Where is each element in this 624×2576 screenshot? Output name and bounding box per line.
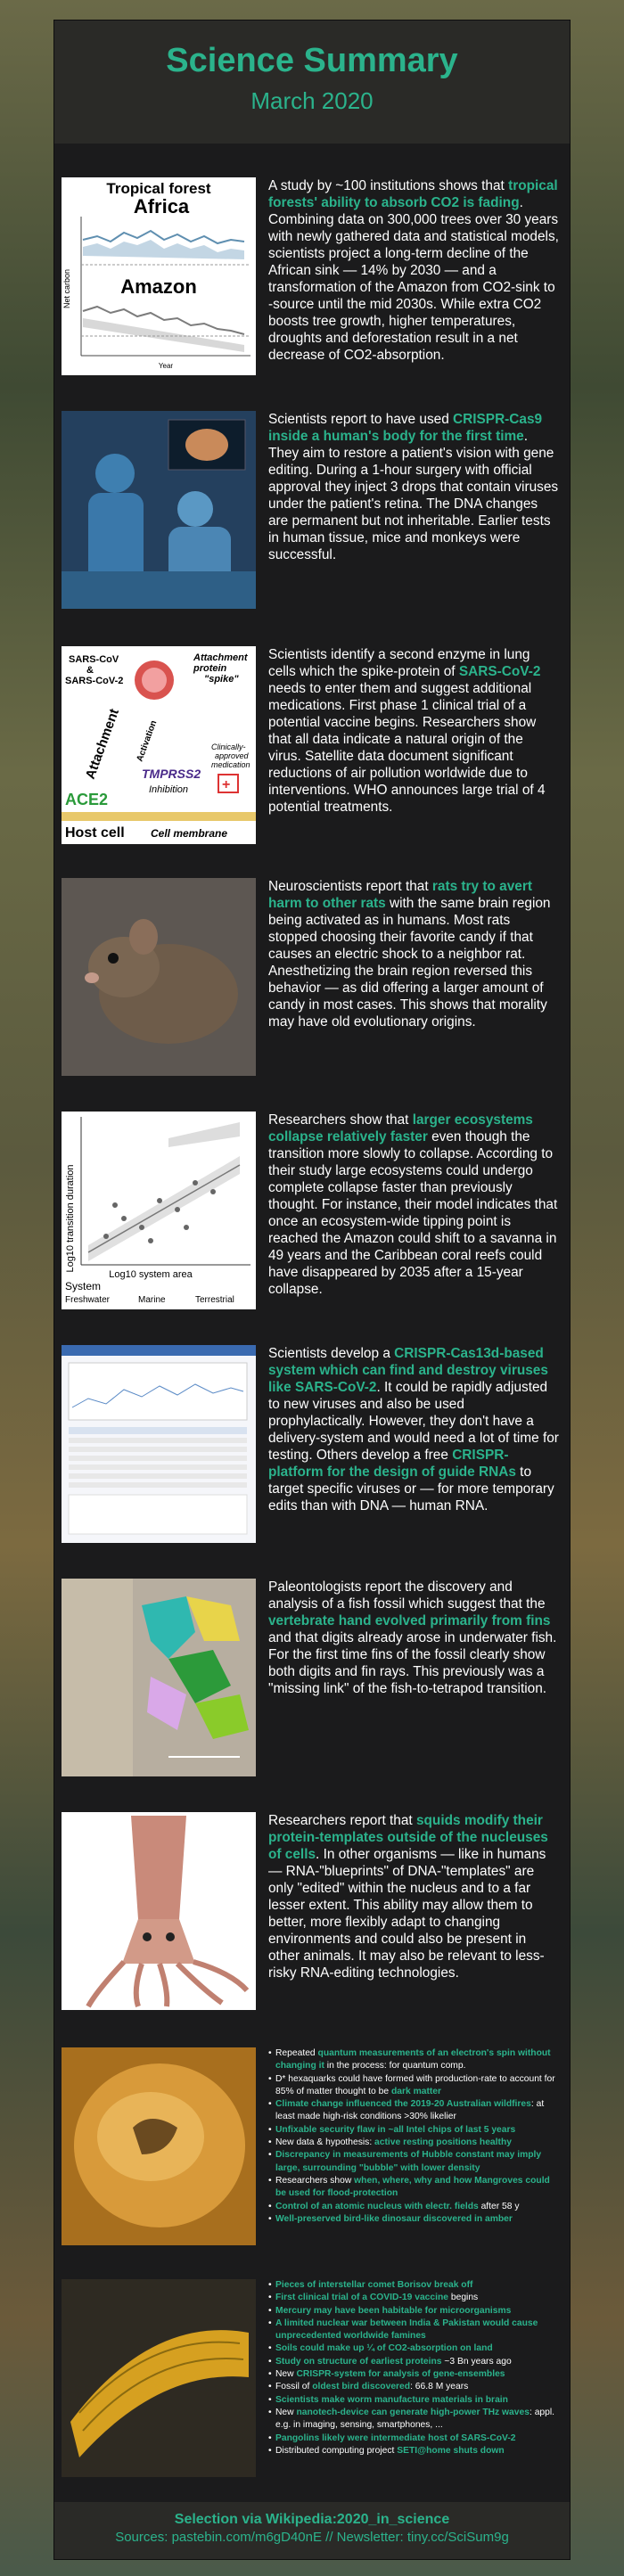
highlight: CRISPR-platform for the design of guide RNAs [268, 1448, 516, 1480]
plot-xlabel: Log10 system area [109, 1269, 193, 1280]
highlight: larger ecosystems collapse relatively faster [268, 1112, 533, 1144]
chart-ylabel: Net carbon [62, 268, 71, 309]
footer-sources: Sources: pastebin.com/m6gD40nE // Newsletter: tiny.cc/SciSum9g [115, 2530, 509, 2545]
bullet-item: • Study on structure of earliest proteins ~3 Bn years ago [268, 2356, 562, 2368]
news-bullets-2 [268, 2279, 562, 2457]
bullet-item: • New nanotech-device can generate high-power THz waves: appl. e.g. in imaging, sensing, smartphones, ... [268, 2407, 562, 2432]
header [54, 21, 570, 144]
bullet-item: • Pieces of interstellar comet Borisov break off [268, 2279, 562, 2292]
highlight: tropical forests' ability to absorb CO2 is fading [268, 178, 558, 210]
bullet-item: • D* hexaquarks could have formed with production-rate to account for 85% of matter thought to be dark matter [268, 2073, 562, 2099]
diagram-label: ACE2 [65, 791, 109, 808]
chart-label-tropical-forest: Tropical forest [106, 180, 211, 197]
highlight: squids modify their protein-templates outside of the nucleuses of cells [268, 1813, 548, 1862]
highlight: CRISPR-Cas9 inside a human's body for the first time [268, 412, 543, 444]
diagram-label: & [86, 665, 94, 676]
highlight: CRISPR-Cas13d-based system which can find and destroy viruses like SARS-CoV-2 [268, 1346, 548, 1395]
bullet-item: • New data & hypothesis: active resting positions healthy [268, 2137, 562, 2149]
diagram-label: medication [211, 760, 250, 769]
bullet-item: • Climate change influenced the 2019-20 Australian wildfires: at least made high-risk conditions >30% likelier [268, 2098, 562, 2124]
plot-legend-item: Marine [138, 1295, 166, 1305]
entry-text: Scientists identify a second enzyme in lung cells which the spike-protein of SARS-CoV-2 needs to enter them and suggest additional medications. First phase 1 clinical trial of a potential vaccine begins. Researchers show that all data indicate a natural origin of the virus. Satellite data document significant reductions of air pollution worldwide due to interventions. WHO announces large trial of 4 potential treatments. [268, 647, 546, 815]
bullet-item: • New CRISPR-system for analysis of gene-ensembles [268, 2368, 562, 2381]
diagram-label: Attachment [82, 707, 122, 782]
page-title: Science Summary [166, 42, 458, 79]
chart-label-amazon: Amazon [120, 275, 197, 298]
diagram-label: protein [193, 663, 227, 674]
footer [54, 2502, 570, 2559]
diagram-label: Activation [135, 718, 160, 764]
chart-label-africa: Africa [133, 195, 190, 217]
entry-text: Researchers report that squids modify their protein-templates outside of the nucleuses of cells. In other organisms — like in humans — RNA-"blueprints" of DNA-"templates" are only "edited" within the nucleus and to a far lesser extent. This ability may allow them to better, more flexibly adapt to changing environments and could also be present in other animals. It may also be relevant to less-risky RNA-editing technologies. [268, 1813, 548, 1981]
bullet-item: • A limited nuclear war between India & Pakistan would cause unprecedented worldwide famines [268, 2318, 562, 2343]
highlight: vertebrate hand evolved primarily from fins [268, 1613, 551, 1628]
diagram-label: Attachment [193, 652, 248, 663]
summary-panel [53, 20, 571, 2560]
thz-device-image [62, 2279, 256, 2477]
squid-photo-image [62, 1812, 256, 2010]
bullet-item: • Soils could make up ¼ of CO2-absorption on land [268, 2342, 562, 2355]
entry-text: Paleontologists report the discovery and analysis of a fish fossil which suggest that the vertebrate hand evolved primarily from fins and that digits already arose in underwater fish. For the first time fins of the fossil clearly show both digits and fin rays. This previously was a "missing link" of the fish-to-tetrapod transition. [268, 1579, 557, 1696]
bullet-item: • First clinical trial of a COVID-19 vaccine begins [268, 2292, 562, 2304]
bullet-item: • Unfixable security flaw in ~all Intel chips of last 5 years [268, 2124, 562, 2137]
plot-legend-item: Freshwater [65, 1295, 111, 1305]
fish-fossil-image [62, 1579, 256, 1776]
diagram-label: Inhibition [149, 784, 189, 795]
crispr-webtool-screenshot-image [62, 1345, 256, 1543]
plot-legend-item: Terrestrial [195, 1295, 234, 1305]
plot-ylabel: Log10 transition duration [65, 1164, 76, 1273]
entry-text: A study by ~100 institutions shows that tropical forests' ability to absorb CO2 is fading. Combining data on 300,000 trees over 30 years with newly gathered data and statistical models, scientists project a long-term decline of the African sink — 14% by 2030 — and a transformation of the Amazon from CO2-sink to -source until the mid 2030s. While extra CO2 boosts tree growth, higher temperatures, droughts and deforestation result in a net decrease of CO2-absorption. [268, 178, 559, 363]
entry-text: Neuroscientists report that rats try to avert harm to other rats with the same brain region being activated as in humans. Most rats stopped choosing their favorite candy if that causes an electric shock to a neighbor rat. Anesthetizing the brain region reversed this behavior — as did offering a larger amount of candy in most cases. This shows that morality may have old evolutionary origins. [268, 879, 551, 1030]
diagram-label: approved [215, 751, 249, 760]
surgery-photo-image [62, 411, 256, 609]
highlight: SARS-CoV-2 [458, 664, 541, 679]
forest-carbon-chart-image [62, 177, 256, 375]
diagram-label: "spike" [204, 674, 239, 685]
bullet-item: • Repeated quantum measurements of an electron's spin without changing it in the process: for quantum comp. [268, 2047, 562, 2073]
bullet-item: • Mercury may have been habitable for microorganisms [268, 2305, 562, 2318]
bullet-item: • Pangolins likely were intermediate host of SARS-CoV-2 [268, 2432, 562, 2445]
bullet-item: • Fossil of oldest bird discovered: 66.8 M years [268, 2381, 562, 2393]
svg-text:+: + [222, 777, 231, 792]
diagram-label: Cell membrane [151, 827, 228, 840]
bullet-item: • Well-preserved bird-like dinosaur discovered in amber [268, 2213, 562, 2226]
bullet-item: • Researchers show when, where, why and how Mangroves could be used for flood-protection [268, 2175, 562, 2201]
ecosystem-scatter-image [62, 1112, 256, 1309]
entry-text: Scientists report to have used CRISPR-Cas9 inside a human's body for the first time. They aim to restore a patient's vision with gene editing. During a 1-hour surgery with official approval they inject 3 drops that contain viruses under the patient's retina. The DNA changes are permanent but not inheritable. Earlier tests in human tissue, mice and monkeys were successful. [268, 412, 559, 562]
rat-photo-image [62, 878, 256, 1076]
diagram-label: Host cell [65, 825, 125, 841]
bullet-item: • Distributed computing project SETI@home shuts down [268, 2445, 562, 2457]
virus-entry-diagram-image [62, 646, 256, 844]
diagram-label: Clinically- [211, 742, 246, 751]
plot-legend-title: System [65, 1280, 102, 1292]
amber-dinosaur-image [62, 2047, 256, 2245]
footer-selection: Selection via Wikipedia:2020_in_science [174, 2512, 450, 2527]
chart-xlabel: Year [158, 362, 174, 370]
highlight: rats try to avert harm to other rats [268, 879, 532, 911]
bullet-item: • Discrepancy in measurements of Hubble constant may imply large, surrounding "bubble" with lower density [268, 2149, 562, 2175]
entry-text: Scientists develop a CRISPR-Cas13d-based system which can find and destroy viruses like SARS-CoV-2. It could be rapidly adjusted to new viruses and also be used prophylactically. However, they don't have a delivery-system and would need a lot of time for testing. Others develop a free CRISPR-platform for the design of guide RNAs to target specific viruses or — for more temporary edits than with DNA — human RNA. [268, 1346, 559, 1514]
diagram-label: SARS-CoV [69, 654, 119, 665]
diagram-label: TMPRSS2 [142, 767, 201, 781]
entry-text: Researchers show that larger ecosystems collapse relatively faster even though the transition more slowly to collapse. According to their study large ecosystems could undergo complete collapse faster than previously thought. For instance, their model indicates that once an ecosystem-wide tipping point is reached the Amazon could shift to a savanna in 49 years and the Caribbean coral reefs could have disappeared by 2035 after a 15-year collapse. [268, 1112, 558, 1297]
diagram-label: SARS-CoV-2 [65, 676, 124, 686]
bullet-item: • Control of an atomic nucleus with electr. fields after 58 y [268, 2201, 562, 2213]
page-subtitle: March 2020 [250, 87, 374, 114]
bullet-item: • Scientists make worm manufacture materials in brain [268, 2394, 562, 2407]
news-bullets-1 [268, 2047, 562, 2226]
